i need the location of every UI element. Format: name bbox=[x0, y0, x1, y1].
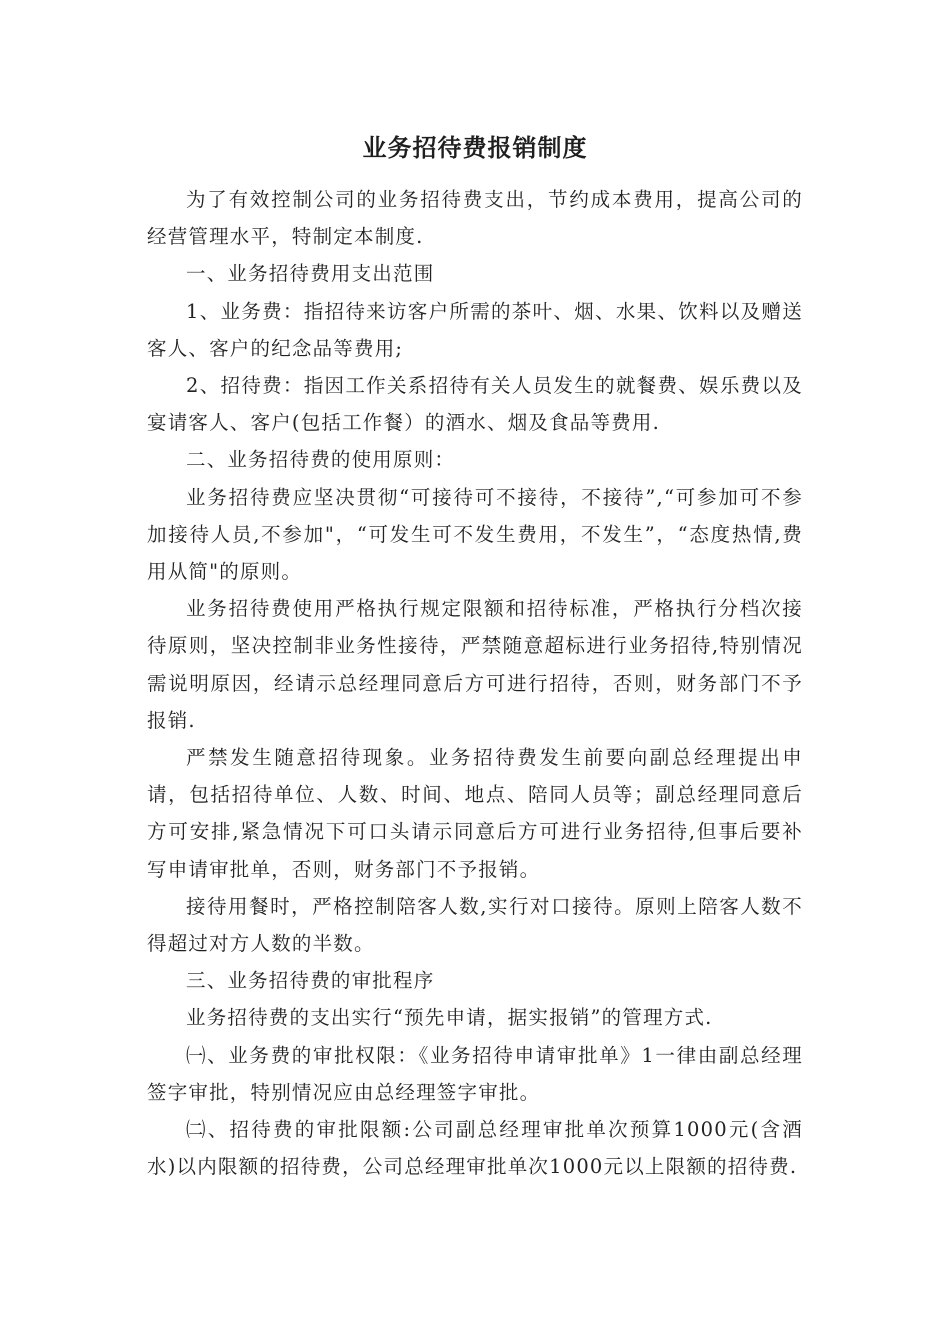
paragraph-dining: 接待用餐时，严格控制陪客人数,实行对口接待。原则上陪客人数不得超过对方人数的半数。 bbox=[147, 894, 803, 956]
section-heading-approval: 三、业务招待费的审批程序 bbox=[186, 969, 435, 993]
section-heading-scope: 一、业务招待费用支出范围 bbox=[186, 262, 435, 286]
document-body bbox=[147, 181, 803, 1185]
paragraph-approval-limit: ㈡、招待费的审批限额:公司副总经理审批单次预算1000元(含酒水)以内限额的招待费，公司总经理审批单次1000元以上限额的招待费. bbox=[147, 1118, 803, 1179]
paragraph-approval-authority: ㈠、业务费的审批权限：《业务招待申请审批单》1一律由副总经理签字审批，特别情况应由总经理签字审批。 bbox=[147, 1043, 803, 1104]
paragraph-business-fee: 1、业务费：指招待来访客户所需的茶叶、烟、水果、饮料以及赠送客人、客户的纪念品等费用; bbox=[147, 299, 803, 360]
document-title: 业务招待费报销制度 bbox=[362, 134, 588, 162]
paragraph-entertainment-fee: 2、招待费：指因工作关系招待有关人员发生的就餐费、娱乐费以及宴请客人、客户(包括工作餐）的酒水、烟及食品等费用. bbox=[147, 374, 803, 435]
paragraph-standards: 业务招待费使用严格执行规定限额和招待标准，严格执行分档次接待原则，坚决控制非业务性接待，严禁随意超标进行业务招待,特别情况需说明原因，经请示总经理同意后方可进行招待，否则，财务部门不予报销. bbox=[147, 597, 803, 732]
paragraph-principles: 业务招待费应坚决贯彻“可接待可不接待，不接待”,“可参加可不参加接待人员,不参加"，“可发生可不发生费用，不发生”，“态度热情,费用从简"的原则。 bbox=[147, 485, 803, 584]
section-heading-principles: 二、业务招待费的使用原则： bbox=[186, 448, 456, 472]
paragraph-prohibition: 严禁发生随意招待现象。业务招待费发生前要向副总经理提出申请，包括招待单位、人数、时间、地点、陪同人员等；副总经理同意后方可安排,紧急情况下可口头请示同意后方可进行业务招待,但事后要补写申请审批单，否则，财务部门不予报销。 bbox=[147, 746, 803, 881]
paragraph-approval-method: 业务招待费的支出实行“预先申请，据实报销”的管理方式. bbox=[186, 1006, 713, 1030]
intro-paragraph: 为了有效控制公司的业务招待费支出，节约成本费用，提高公司的经营管理水平，特制定本制度. bbox=[147, 188, 803, 249]
